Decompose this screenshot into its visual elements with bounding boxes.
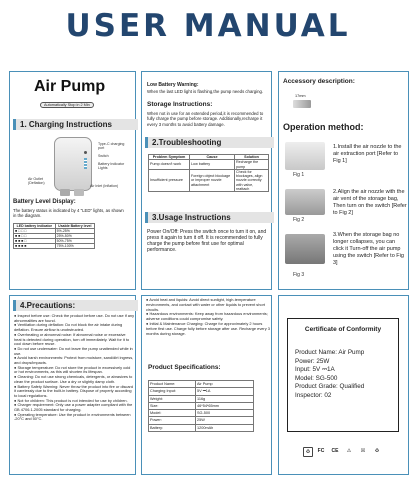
table-row — [149, 160, 269, 170]
led-indicator: ■ ■ ■ ■ — [14, 244, 56, 249]
list-item: ● Avoid harsh environments: Protect from moisture, sand/dirt ingress, and drops/impacts. — [14, 355, 134, 366]
certificate-lines — [295, 349, 364, 400]
list-item: ● Do not use underwater: Do not leave the pump unattended while in use. — [14, 345, 133, 356]
list-item: ● Avoid heat and liquids: Avoid direct sunlight, high-temperature environments, and contact with water or other liquids to prevent short circuits. — [146, 297, 265, 312]
spec-label: Battery: — [149, 424, 196, 431]
accessory-title: Accessory description: — [283, 78, 355, 85]
fcc-icon: FC — [317, 448, 325, 454]
storage-text: When not in use for an extended period,it is recommended to fully charge the pump before storage. Additionally,recharge it every 3 months to avoid battery damage. — [147, 111, 264, 127]
list-item: ● Not for children: This product is not intended for use by children. — [14, 397, 128, 403]
list-item: ● Battery Safety Warning: Never throw the product into fire or discard it carelessly due to the built-in battery. Dispose of properly according to local regulations. — [14, 383, 133, 398]
list-item: ● Overheating or abnormal noise: If abnormal noise or excessive heat is detected during operation, turn off immediately. Wait for it to cool down before reuse. — [14, 331, 130, 347]
operation-panel — [278, 71, 409, 290]
switch-button — [84, 151, 87, 154]
trouble-table-header: Problem Symptom — [149, 155, 190, 160]
table-row — [149, 417, 254, 424]
trouble-cell: Recharge the pump — [235, 160, 269, 170]
storage-title: Storage Instructions: — [147, 101, 213, 108]
figure-1-caption: Fig 1 — [293, 172, 305, 178]
specs-table — [148, 380, 254, 432]
air-outlet-label: Air Outlet (Deflation) — [28, 177, 45, 185]
spec-label: Charging Input: — [149, 388, 196, 395]
list-item: ● Initial & Maintenance Charging: Charge for approximately 2 hours before first use. Charge fully before storage after use. Recharge every 3 months during storage. — [146, 320, 270, 336]
battery-level: 25%-50% — [55, 234, 94, 239]
step-1-text: 1.Install the air nozzle to the air extraction port [Refer to Fig 1] — [333, 144, 402, 164]
battery-table-header: LED battery indicator — [14, 224, 56, 229]
page-title: USER MANUAL — [65, 8, 351, 44]
spec-label: Model: — [149, 410, 196, 417]
led-indicator: ■ ■ □ □ — [14, 234, 56, 239]
recycle-icon: ♻ — [303, 447, 313, 457]
spec-value: 116g — [196, 395, 254, 402]
low-battery-title: Low Battery Warning: — [147, 82, 199, 88]
recycling-mark-icon: ♻ — [374, 448, 380, 454]
low-battery-text: When the last LED light is flashing,the pump needs charging. — [147, 89, 264, 94]
list-item: ● Operating temperature: Use the product in environments between -20°C and 50°C. — [14, 411, 131, 422]
battery-table-header: Usable Battery level — [55, 224, 94, 229]
size-label: 17mm — [295, 94, 306, 98]
table-row — [14, 244, 95, 249]
charging-panel — [9, 71, 136, 290]
list-item: ● Cleaning: Do not use strong chemicals, detergents, or abrasives to clean the product surface. Use a dry or slightly damp cloth. — [14, 374, 133, 384]
product-name: Air Pump — [34, 78, 106, 95]
table-row — [149, 410, 254, 417]
table-row — [149, 169, 269, 191]
trouble-table-header: Solution — [235, 155, 269, 160]
air-inlet-label: Air Inlet (Inflation) — [90, 184, 119, 188]
step-2-text: 2.Align the air nozzle with the air vent of the storage bag, Then turn on the switch [Refer to Fig 2] — [333, 189, 407, 216]
figure-2-image — [285, 189, 325, 215]
figure-3-image — [285, 234, 325, 264]
led-indicator: ■ ■ ■ □ — [14, 239, 56, 244]
battery-heading: Battery Level Display: — [13, 199, 76, 205]
cert-line: Product Grade: Qualified — [295, 383, 365, 390]
trouble-cell: Check for blockages, align nozzle correctly with valve, reattach — [235, 169, 269, 191]
auto-stop-note: Automatically Stop in 2 Min — [40, 102, 94, 108]
air-inlet-nozzle — [74, 189, 84, 196]
battery-table — [13, 223, 95, 249]
battery-level: 5%-25% — [55, 229, 94, 234]
troubleshooting-table — [148, 154, 269, 192]
certificate-box — [287, 318, 399, 432]
cert-line: Product Name: Air Pump — [295, 349, 365, 356]
led-indicator: ■ □ □ □ — [14, 229, 56, 234]
precautions-panel — [9, 295, 136, 475]
usage-heading: 3.Usage Instructions — [145, 212, 274, 223]
cert-line: Inspector: 02 — [295, 391, 332, 399]
figure-2-caption: Fig 2 — [293, 217, 305, 223]
battery-level: 50%-75% — [55, 239, 94, 244]
figure-1-image — [285, 142, 325, 170]
troubleshooting-heading: 2.Troubleshooting — [145, 137, 274, 148]
operation-title: Operation method: — [283, 122, 364, 132]
charging-heading: 1. Charging Instructions — [13, 119, 138, 130]
trouble-table-header: Cause — [190, 155, 235, 160]
cert-line: Input: 5V ⎓1A — [295, 366, 335, 373]
warning-icon: ⚠ — [346, 448, 352, 454]
battery-desc: The battery status is indicated by 4 "LED" lights, as shown in the diagram. — [13, 208, 124, 219]
spec-value: 46*54*65mm — [196, 402, 254, 409]
spec-value: SG-500 — [196, 410, 254, 417]
figure-3-caption: Fig 3 — [293, 272, 305, 278]
ce-icon: CE — [331, 448, 339, 454]
table-row — [149, 381, 254, 388]
trouble-cell: Insufficient pressure — [149, 169, 190, 191]
table-row — [149, 388, 254, 395]
battery-indicator-lights — [84, 158, 87, 169]
cert-line: Model: SG-500 — [295, 374, 338, 382]
step-3-text: 3.When the storage bag no longer collapses, you can click it Turn-off the air pump using the switch [Refer to Fig 3] — [333, 232, 404, 266]
spec-value: 25W — [196, 417, 254, 424]
table-row — [149, 395, 254, 402]
air-pump-illustration — [54, 137, 92, 191]
list-item: ● Inspect before use: Check the product before use. Do not use if any abnormalities are found. — [14, 313, 135, 323]
switch-label: Switch — [98, 154, 109, 158]
precautions-heading: 4.Precautions: — [13, 300, 138, 311]
typec-label: Type-C charging port — [98, 142, 125, 150]
instructions-panel — [141, 71, 272, 290]
spec-value: 1200mAh — [196, 424, 254, 431]
warnings-list — [146, 298, 270, 336]
trouble-cell: Low battery — [190, 160, 235, 170]
weee-bin-icon: ☒ — [360, 448, 366, 454]
list-item: ● Storage temperature: Do not store the product in excessively cold or hot environments, as this will shorten its lifespan. — [14, 364, 131, 375]
precautions-list — [14, 314, 134, 422]
spec-label: Size: — [149, 402, 196, 409]
list-item: ● Ventilation during deflation: Do not block the air intake during deflation. Ensure airflow is unobstructed. — [14, 322, 123, 333]
air-outlet-nozzle — [60, 189, 70, 196]
certificate-title: Certificate of Conformity — [304, 326, 382, 333]
trouble-cell: Pump doesn't work — [149, 160, 190, 170]
spec-value: 5V ⎓1A — [196, 388, 254, 395]
list-item: ● Hazardous environments: Keep away from hazardous environments; adverse conditions could compromise safety. — [146, 311, 268, 322]
trouble-cell: Foreign object blockage or improper nozzle attachment — [190, 169, 235, 191]
spec-label: Power: — [149, 417, 196, 424]
spec-value: Air Pump — [196, 381, 254, 388]
usage-text: Power On/Off: Press the switch once to turn it on, and press it again to turn it off. It is recommended to fully charge the pump before first use for optimal performance. — [147, 229, 267, 253]
spec-label: Weight: — [149, 395, 196, 402]
battery-lights-label: Battery Indicator Lights — [98, 162, 125, 170]
specifications-panel — [141, 295, 272, 475]
table-row — [149, 402, 254, 409]
cert-line: Power: 25W — [295, 357, 330, 365]
spec-label: Product Name: — [149, 381, 196, 388]
list-item: ● Charger requirement: Only use a power adapter compliant with the GB 4706.1-2005 standard for charging. — [14, 402, 133, 413]
specs-heading: Product Specifications: — [148, 364, 221, 371]
nozzle-accessory-image — [293, 100, 311, 108]
battery-level: 75%-100% — [55, 244, 94, 249]
certificate-panel — [278, 295, 409, 475]
table-row — [149, 424, 254, 431]
